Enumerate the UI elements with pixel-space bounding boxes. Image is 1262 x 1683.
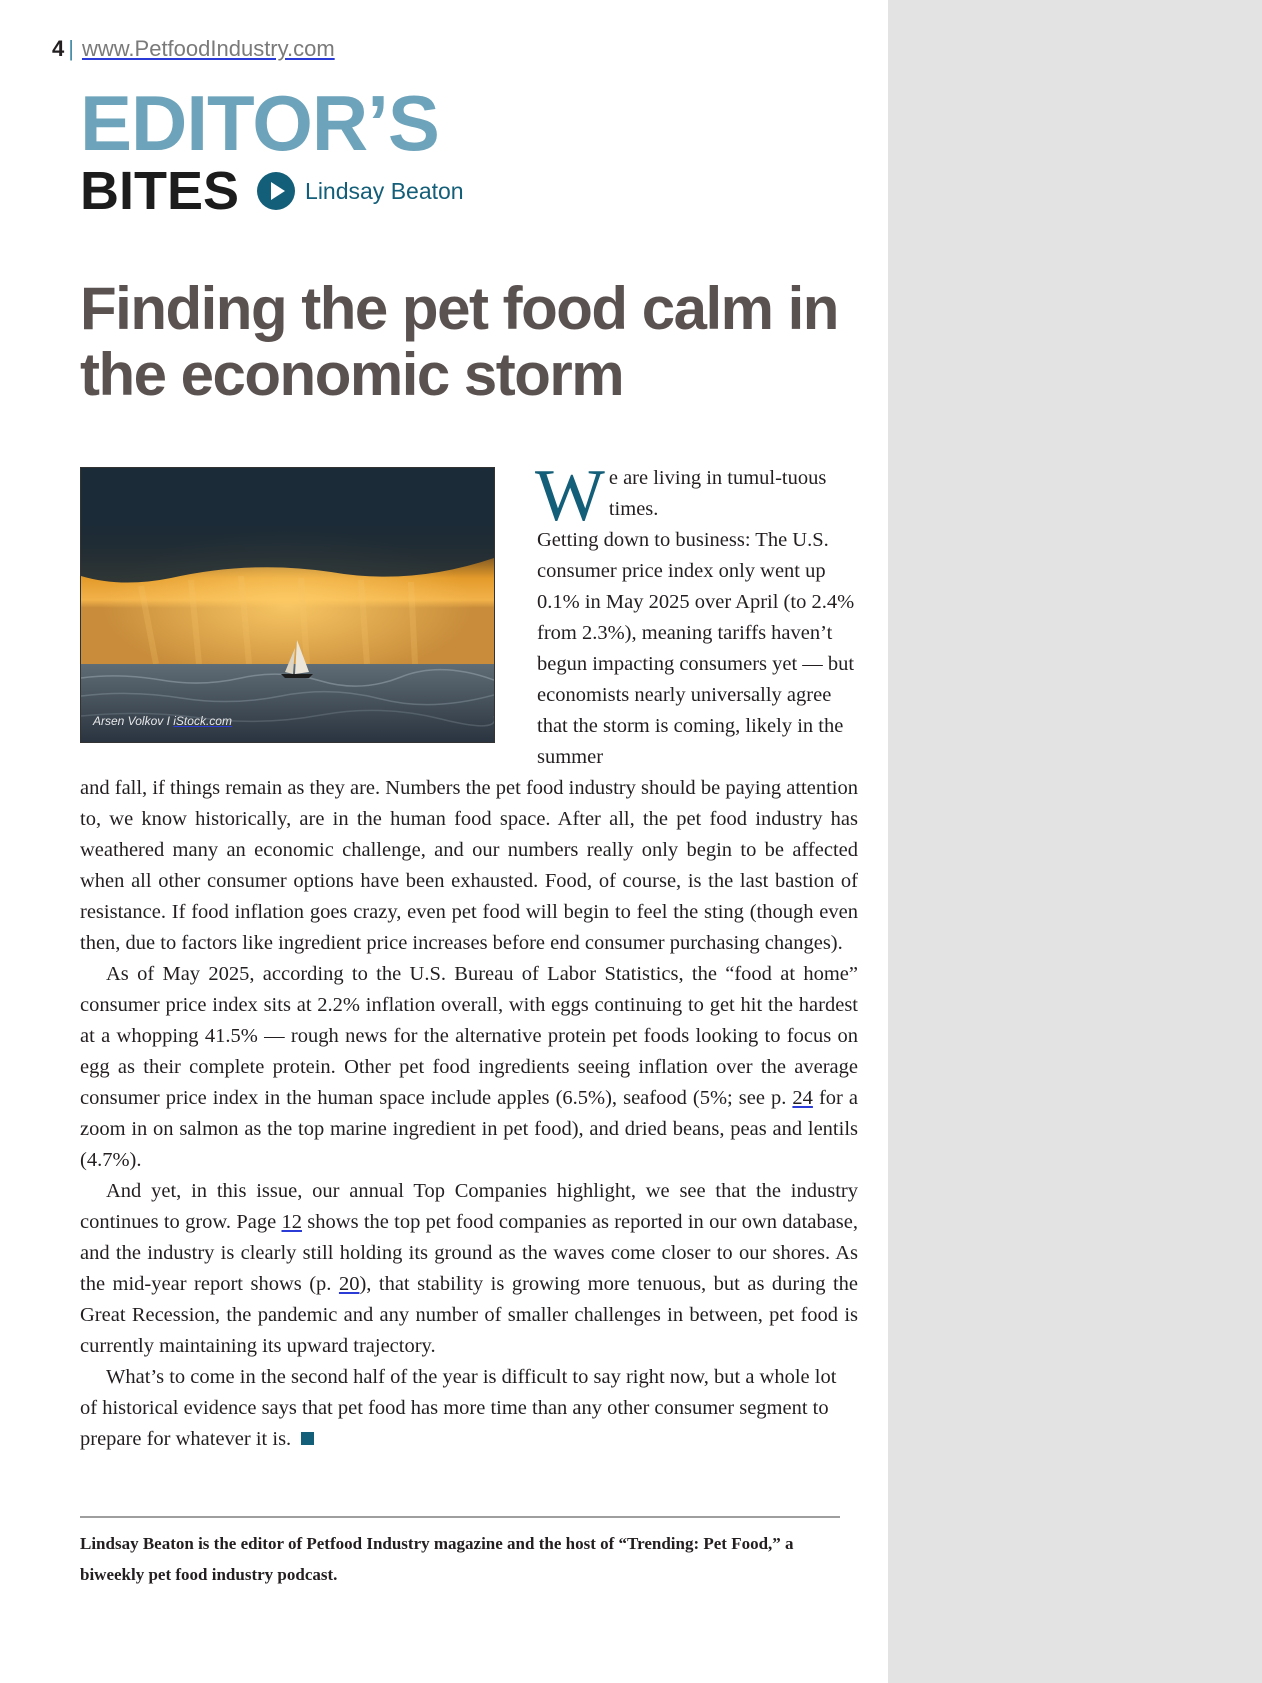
- body-paragraph-2: As of May 2025, according to the U.S. Bureau of Labor Statistics, the “food at home” consumer price index sits at 2.2% inflation overall, with eggs continuing to get hit the hardest at a whopping 41.5% — rough news for the alternative protein pet foods looking to focus on egg as their complete protein. Other pet food ingredients seeing inflation over the average consumer price index in the human space include apples (6.5%), seafood (5%; see p. 24 for a zoom in on salmon as the top marine ingredient in pet food), and dried beans, peas and lentils (4.7%).: [80, 963, 858, 1171]
- folio-separator: |: [68, 36, 74, 61]
- lead-paragraph-2: Getting down to business: The U.S. consumer price index only went up 0.1% in May 2025 over April (to 2.4% from 2.3%), meaning tariffs haven’t begun impacting consumers yet — but economists nearly universally agree that the storm is coming, likely in the summer: [537, 529, 855, 768]
- photo-credit-link[interactable]: iStock.com: [173, 714, 232, 728]
- bio-divider: [80, 1516, 840, 1518]
- column-subtitle: BITES: [80, 161, 240, 221]
- page-link-24[interactable]: 24: [792, 1087, 813, 1109]
- storm-sailboat-image: [81, 468, 494, 742]
- masthead-sidebar: [888, 0, 1262, 1683]
- page-link-20[interactable]: 20: [338, 1273, 360, 1295]
- page-title: Finding the pet food calm in the economic storm: [80, 275, 838, 408]
- author-byline: Lindsay Beaton: [305, 177, 464, 204]
- column-subtitle-row: [80, 161, 464, 222]
- photo-credit: Arsen Volkov I iStock.com: [93, 714, 232, 728]
- lead-paragraph: We are living in tumul-tuous times.: [535, 455, 827, 537]
- site-link[interactable]: www.PetfoodIndustry.com: [81, 36, 335, 61]
- page-link-12[interactable]: 12: [281, 1211, 302, 1233]
- folio: [52, 36, 335, 62]
- drop-cap: W: [535, 455, 605, 537]
- article-body: [80, 773, 858, 1455]
- page-number: 4: [52, 36, 65, 61]
- author-bio: Lindsay Beaton is the editor of Petfood Industry magazine and the host of “Trending: Pet Food,” a biweekly pet food industry podcast.: [80, 1534, 794, 1584]
- body-paragraph-1: and fall, if things remain as they are. Numbers the pet food industry should be paying attention to, we know historically, are in the human food space. After all, the pet food industry has weathered many an economic challenge, and our numbers really only begin to be affected when all other consumer options have been exhausted. Food, of course, is the last bastion of resistance. If food inflation goes crazy, even pet food will begin to feel the sting (though even then, due to factors like ingredient price increases before end consumer purchasing changes).: [80, 777, 858, 954]
- article-lead-column: [535, 455, 857, 773]
- play-arrow-icon: [257, 172, 295, 210]
- column-title: EDITOR’S: [80, 79, 439, 167]
- body-paragraph-3: And yet, in this issue, our annual Top Companies highlight, we see that the industry continues to grow. Page 12 shows the top pet food companies as reported in our own database, and the industry is clearly still holding its ground as the waves come closer to our shores. As the mid-year report shows (p. 20), that stability is growing more tenuous, but as during the Great Recession, the pandemic and any number of smaller challenges in between, pet food is currently maintaining its upward trajectory.: [80, 1180, 858, 1357]
- storm-sailboat-photo: [80, 467, 495, 743]
- body-paragraph-4: What’s to come in the second half of the year is difficult to say right now, but a whole lot of historical evidence says that pet food has more time than any other consumer segment to prepare for whatever it is.: [80, 1366, 837, 1450]
- end-mark-icon: [301, 1432, 314, 1445]
